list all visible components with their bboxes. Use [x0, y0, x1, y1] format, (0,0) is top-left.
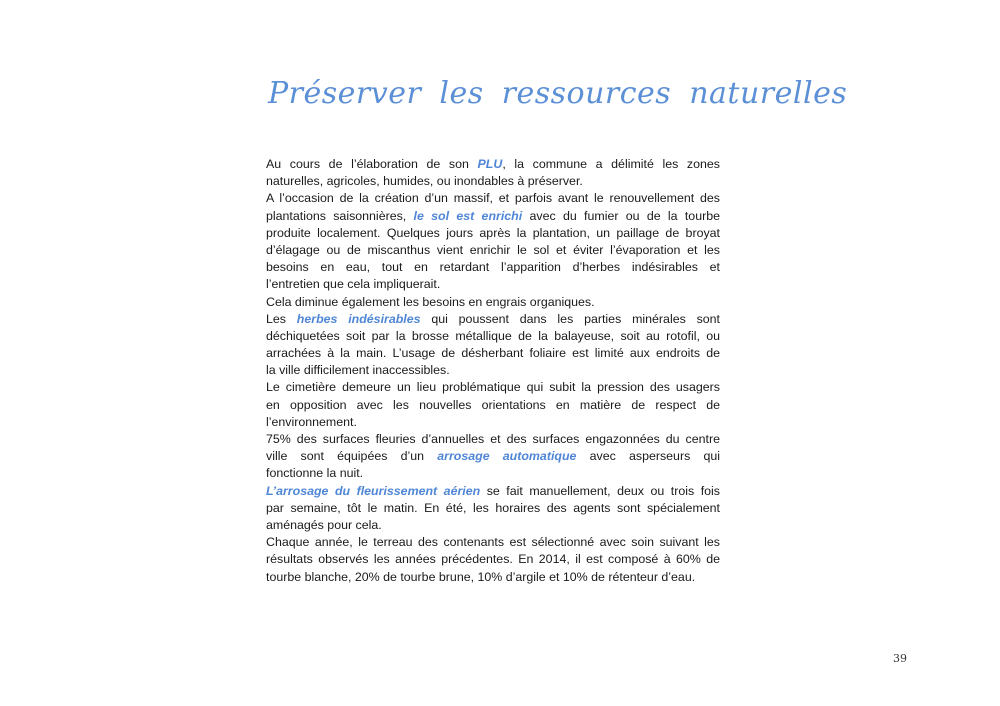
- highlighted-term: PLU: [477, 157, 503, 171]
- text-segment: plantations saisonnières,: [266, 208, 414, 223]
- highlighted-term: L’arrosage du fleurissement aérien: [266, 483, 481, 498]
- text-line: [266, 483, 720, 500]
- text-segment: l’entretien que cela impliquerait.: [266, 277, 441, 292]
- highlighted-term: arrosage automatique: [437, 449, 577, 464]
- text-line: [266, 431, 720, 448]
- text-segment: qui poussent dans les parties minérales sont: [420, 311, 720, 326]
- highlighted-term: herbes indésirables: [296, 311, 421, 326]
- text-segment: Chaque année, le terreau des contenants est sélectionné avec soin suivant les: [266, 535, 720, 550]
- text-segment: se fait manuellement, deux ou trois fois: [480, 483, 720, 498]
- text-segment: naturelles, agricoles, humides, ou inondables à préserver.: [266, 174, 583, 189]
- page-title: Préserver les ressources naturelles: [268, 76, 848, 111]
- text-line: [266, 173, 720, 190]
- text-segment: résultats observés les années précédentes. En 2014, il est composé à 60% de: [266, 552, 720, 567]
- text-segment: Cela diminue également les besoins en engrais organiques.: [266, 294, 595, 309]
- text-line: [266, 500, 720, 517]
- text-line: [266, 397, 720, 414]
- text-line: [266, 156, 720, 173]
- text-line: [266, 345, 720, 362]
- text-line: [266, 242, 720, 259]
- text-segment: aménagés pour cela.: [266, 517, 382, 532]
- text-line: [266, 448, 720, 465]
- text-segment: l’environnement.: [266, 414, 357, 429]
- text-segment: par semaine, tôt le matin. En été, les horaires des agents sont spécialement: [266, 500, 720, 515]
- text-segment: , la commune a délimité les zones: [502, 157, 720, 171]
- text-line: [266, 362, 720, 379]
- text-segment: la ville difficilement inaccessibles.: [266, 363, 450, 378]
- text-line: [266, 311, 720, 328]
- text-line: [266, 328, 720, 345]
- text-segment: tourbe blanche, 20% de tourbe brune, 10% d’argile et 10% de rétenteur d’eau.: [266, 569, 696, 584]
- text-segment: en opposition avec les nouvelles orientations en matière de respect de: [266, 397, 720, 412]
- text-line: [266, 259, 720, 276]
- highlighted-term: le sol est enrichi: [413, 208, 523, 223]
- text-line: [266, 225, 720, 242]
- text-segment: avec asperseurs qui: [576, 449, 720, 464]
- text-line: [266, 294, 720, 311]
- page-number: 39: [893, 652, 907, 665]
- body-text: [266, 156, 720, 586]
- text-segment: arrachées à la main. L’usage de désherbant foliaire est limité aux endroits de: [266, 346, 720, 361]
- text-segment: Le cimetière demeure un lieu problématique qui subit la pression des usagers: [266, 380, 720, 395]
- text-line: [266, 551, 720, 568]
- text-segment: produite localement. Quelques jours après la plantation, un paillage de broyat: [266, 225, 720, 240]
- text-line: [266, 208, 720, 225]
- text-line: [266, 569, 720, 586]
- text-line: [266, 465, 720, 482]
- text-segment: Au cours de l’élaboration de son: [266, 157, 478, 171]
- text-line: [266, 414, 720, 431]
- text-line: [266, 534, 720, 551]
- text-segment: Les: [266, 311, 297, 326]
- text-segment: 75% des surfaces fleuries d’annuelles et des surfaces engazonnées du centre: [266, 432, 720, 446]
- text-segment: déchiquetées soit par la brosse métallique de la balayeuse, soit au rotofil, ou: [266, 328, 720, 343]
- text-segment: ville sont équipées d’un: [266, 449, 438, 464]
- text-line: [266, 379, 720, 396]
- text-line: [266, 276, 720, 293]
- text-segment: A l’occasion de la création d’un massif, et parfois avant le renouvellement des: [266, 191, 720, 206]
- text-segment: besoins en eau, tout en retardant l’apparition d’herbes indésirables et: [266, 260, 720, 275]
- text-line: [266, 517, 720, 534]
- text-line: [266, 190, 720, 207]
- text-segment: fonctionne la nuit.: [266, 466, 364, 481]
- text-segment: d’élagage ou de miscanthus vient enrichir le sol et éviter l’évaporation et les: [266, 242, 720, 257]
- text-segment: avec du fumier ou de la tourbe: [522, 208, 720, 223]
